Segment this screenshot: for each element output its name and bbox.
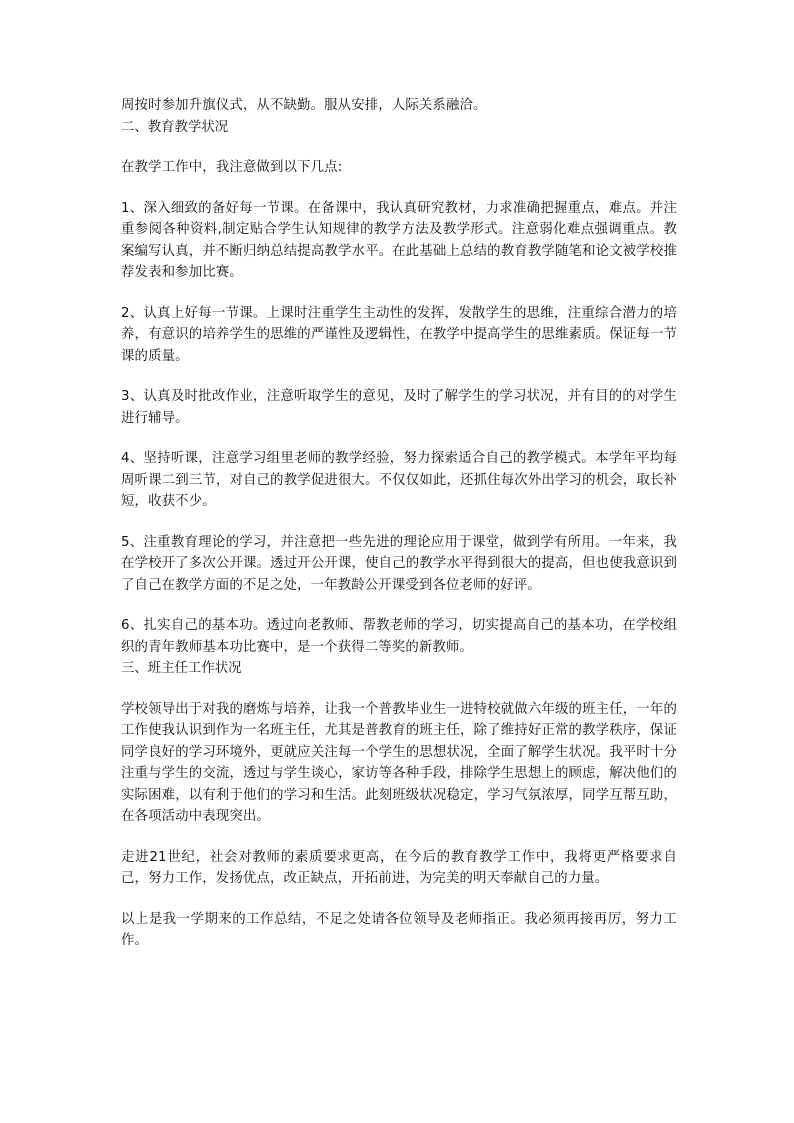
paragraph-attendance: 周按时参加升旗仪式，从不缺勤。服从安排，人际关系融洽。 — [121, 98, 487, 113]
paragraph-point-1: 1、深入细致的备好每一节课。在备课中，我认真研究教材，力求准确把握重点，难点。并注重参阅各种资料,制定贴合学生认知规律的教学方法及教学形式。注意弱化难点强调重点。教案编写认真，并不断归纳总结提高教学水平。在此基础上总结的教育教学随笔和论文被学校推荐发表和参加比赛。 — [121, 200, 677, 280]
paragraph-teaching-intro: 在教学工作中，我注意做到以下几点: — [121, 160, 343, 175]
paragraph-class-teacher: 学校领导出于对我的磨炼与培养，让我一个普教毕业生一进特校就做六年级的班主任，一年的工作使我认识到作为一名班主任，尤其是普教育的班主任，除了维持好正常的教学秩序，保证同学良好的学习环境外，更就应关注每一个学生的思想状况，全面了解学生状况。我平时十分注重与学生的交流，透过与学生谈心，家访等各种手段，排除学生思想上的顾虑，解决他们的实际困难，以有利于他们的学习和生活。此刻班级状况稳定，学习气氛浓厚，同学互帮互助，在各项活动中表现突出。 — [121, 701, 677, 824]
section-heading-teaching: 二、教育教学状况 — [121, 119, 229, 135]
section-heading-class-teacher: 三、班主任工作状况 — [121, 661, 242, 676]
paragraph-point-5: 5、注重教育理论的学习，并注意把一些先进的理论应用于课堂，做到学有所用。一年来，我在学校开了多次公开课。透过开公开课，使自己的教学水平得到很大的提高，但也使我意识到了自己在教学方面的不足之处，一年教龄公开课受到各位老师的好评。 — [121, 534, 677, 593]
paragraph-point-3: 3、认真及时批改作业，注意听取学生的意见，及时了解学生的学习状况，并有目的的对学生进行辅导。 — [121, 389, 677, 426]
paragraph-point-4: 4、坚持听课，注意学习组里老师的教学经验，努力探索适合自己的教学模式。本学年平均每周听课二到三节，对自己的教学促进很大。不仅仅如此，还抓住每次外出学习的机会，取长补短，收获不少。 — [121, 451, 677, 509]
paragraph-point-2: 2、认真上好每一节课。上课时注重学生主动性的发挥，发散学生的思维，注重综合潜力的培养，有意识的培养学生的思维的严谨性及逻辑性，在教学中提高学生的思维素质。保证每一节课的质量。 — [121, 305, 677, 364]
paragraph-point-6: 6、扎实自己的基本功。透过向老教师、帮教老师的学习，切实提高自己的基本功，在学校组织的青年教师基本功比赛中，是一个获得二等奖的新教师。 — [121, 618, 677, 655]
paragraph-conclusion: 以上是我一学期来的工作总结，不足之处请各位领导及老师指正。我必须再接再厉，努力工作。 — [121, 911, 677, 948]
document-body — [121, 95, 677, 952]
paragraph-future: 走进21世纪，社会对教师的素质要求更高，在今后的教育教学工作中，我将更严格要求自己，努力工作，发扬优点，改正缺点，开拓前进，为完美的明天奉献自己的力量。 — [121, 849, 677, 886]
